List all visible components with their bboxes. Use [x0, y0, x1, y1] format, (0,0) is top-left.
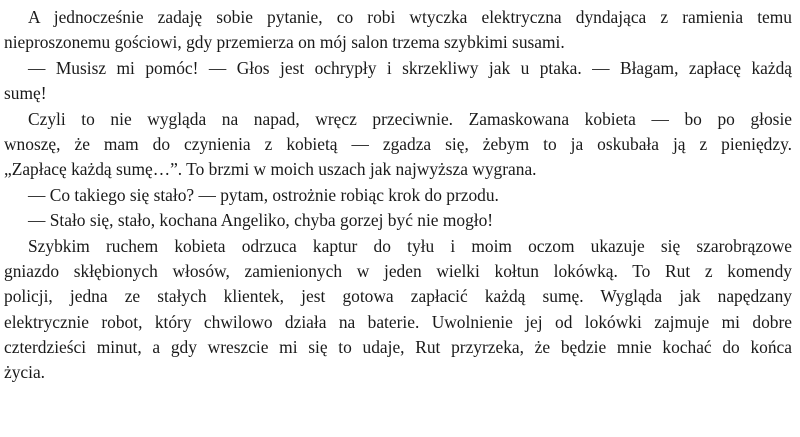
text-line: Szybkim ruchem kobieta odrzuca kaptur do tyłu i moim oczom ukazuje się szarobrązowe: [28, 235, 792, 256]
text-line: życia.: [4, 362, 46, 383]
paragraph: [4, 5, 792, 56]
paragraph: [4, 208, 792, 233]
paragraph: [4, 183, 792, 208]
text-line: czterdzieści minut, a gdy wreszcie mi się to udaje, Rut przyrzeka, że będzie mnie kochać do końca: [4, 337, 792, 358]
document-page: [4, 5, 792, 386]
text-line: A jednocześnie zadaję sobie pytanie, co robi wtyczka elektryczna dyndająca z ramienia temu: [28, 7, 792, 27]
paragraph: [4, 107, 792, 183]
text-line: nieproszonemu gościowi, gdy przemierza on mój salon trzema szybkimi susami.: [4, 32, 565, 53]
paragraph: [4, 56, 792, 107]
paragraph: [4, 234, 792, 386]
text-line: Czyli to nie wygląda na napad, wręcz przeciwnie. Zamaskowana kobieta — bo po głosie: [28, 108, 792, 129]
text-line: gniazdo skłębionych włosów, zamienionych w jeden wielki kołtun lokówką. To Rut z komendy: [4, 260, 792, 281]
text-line: — Stało się, stało, kochana Angeliko, chyba gorzej być nie mogło!: [28, 210, 494, 231]
text-line: wnoszę, że mam do czynienia z kobietą — zgadza się, żebym to ja oskubała ją z pieniędzy.: [4, 133, 792, 154]
text-line: — Co takiego się stało? — pytam, ostrożnie robiąc krok do przodu.: [28, 184, 499, 205]
text-line: elektrycznie robot, który chwilowo działa na baterie. Uwolnienie jej od lokówki zajmuje mi dobre: [4, 311, 792, 332]
text-line: policji, jedna ze stałych klientek, jest gotowa zapłacić każdą sumę. Wygląda jak napędzany: [4, 286, 792, 307]
text-line: sumę!: [4, 83, 47, 104]
text-line: — Musisz mi pomóc! — Głos jest ochrypły i skrzekliwy jak u ptaka. — Błagam, zapłacę każdą: [28, 57, 792, 78]
text-line: „Zapłacę każdą sumę…”. To brzmi w moich uszach jak najwyższa wygrana.: [4, 159, 537, 180]
